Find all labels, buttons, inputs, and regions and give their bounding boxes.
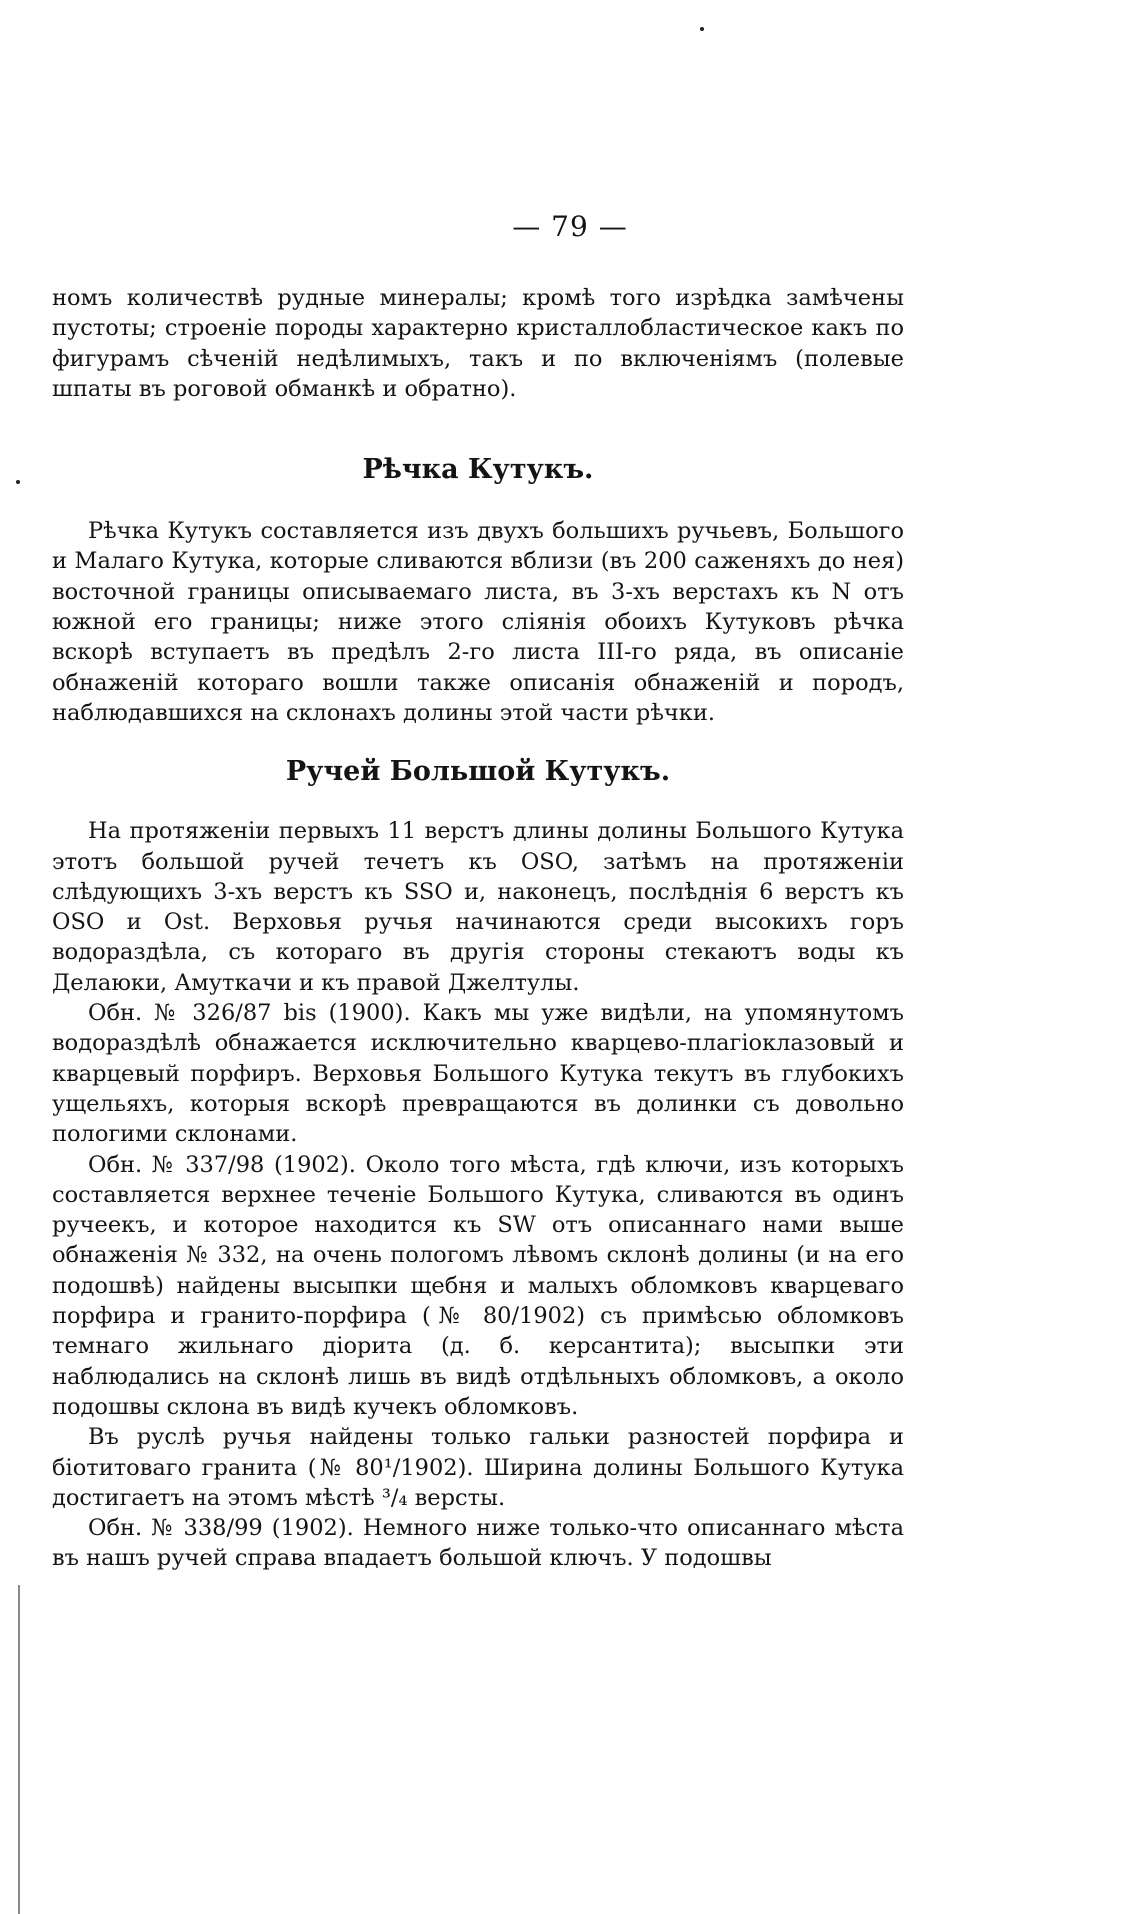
paragraph-course-description: На протяженіи первыхъ 11 верстъ длины долины Большого Кутука этотъ большой ручей течетъ къ OSO, затѣмъ на протяженіи слѣдующихъ 3-хъ верстъ къ SSO и, наконецъ, послѣднія 6 верстъ къ OSO и Ost. Верховья ручья начинаются среди высокихъ горъ водораздѣла, съ котораго въ другія стороны стекаютъ воды къ Делаюки, Амуткачи и къ правой Джелтулы. — [52, 818, 904, 996]
section-heading-ruchei-bolshoi-kutuk: Ручей Большой Кутукъ. — [285, 756, 671, 788]
paragraph-outcrop-326: Обн. № 326/87 bis (1900). Какъ мы уже видѣли, на упомянутомъ водораздѣлѣ обнажается исключительно кварцево-плагіоклазовый и кварцевый порфиръ. Верховья Большого Кутука текутъ въ глубокихъ ущельяхъ, которыя вскорѣ превращаются въ долинки съ довольно пологими склонами. — [52, 1000, 904, 1148]
page-body — [52, 283, 904, 1574]
page-speck — [700, 27, 704, 31]
paragraph-outcrop-338: Обн. № 338/99 (1902). Немного ниже только-что описаннаго мѣста въ нашъ ручей справа впадаетъ большой ключъ. У подошвы — [52, 1515, 904, 1572]
page-edge-line — [18, 1585, 20, 1914]
paragraph-rechka-kutuk: Рѣчка Кутукъ составляется изъ двухъ большихъ ручьевъ, Большого и Малаго Кутука, которые сливаются вблизи (въ 200 саженяхъ до нея) восточной границы описываемаго листа, въ 3-хъ верстахъ къ N отъ южной его границы; ниже этого слiянія обоихъ Кутуковъ рѣчка вскорѣ вступаетъ въ предѣлъ 2-го листа III-го ряда, въ описаніе обнаженій котораго вошли также описанія обнаженій и породъ, наблюдавшихся на склонахъ долины этой части рѣчки. — [52, 518, 904, 726]
page-number: — 79 — — [512, 210, 628, 243]
paragraph-stream-bed: Въ руслѣ ручья найдены только гальки разностей порфира и біотитоваго гранита (№ 80¹/1902). Ширина долины Большого Кутука достигаетъ на этомъ мѣстѣ ³/₄ версты. — [52, 1424, 904, 1511]
section-heading-rechka-kutuk: Рѣчка Кутукъ. — [362, 454, 594, 486]
margin-mark — [16, 480, 20, 484]
paragraph-outcrop-337: Обн. № 337/98 (1902). Около того мѣста, гдѣ ключи, изъ которыхъ составляется верхнее теченіе Большого Кутука, сливаются въ одинъ ручеекъ, и которое находится къ SW отъ описаннаго нами выше обнаженія № 332, на очень пологомъ лѣвомъ склонѣ долины (и на его подошвѣ) найдены высыпки щебня и малыхъ обломковъ кварцеваго порфира и гранито-порфира (№ 80/1902) съ примѣсью обломковъ темнаго жильнаго діорита (д. б. керсантита); высыпки эти наблюдались на склонѣ лишь въ видѣ отдѣльныхъ обломковъ, а около подошвы склона въ видѣ кучекъ обломковъ. — [52, 1151, 904, 1420]
paragraph-continuation: номъ количествѣ рудные минералы; кромѣ того изрѣдка замѣчены пустоты; строеніе породы характерно кристаллобластическое какъ по фигурамъ сѣченій недѣлимыхъ, такъ и по включеніямъ (полевые шпаты въ роговой обманкѣ и обратно). — [52, 285, 904, 402]
